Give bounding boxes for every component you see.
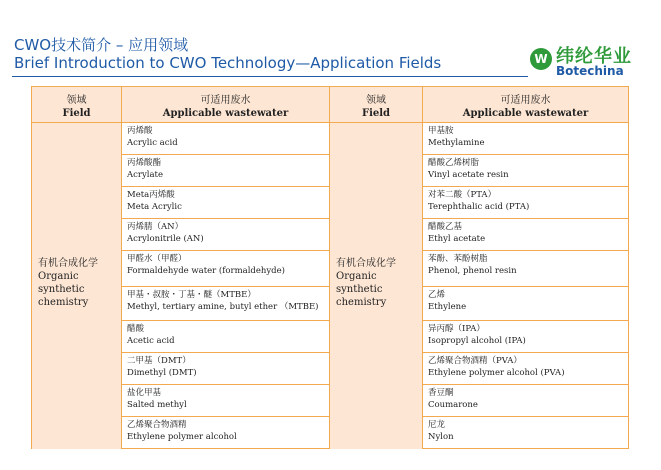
wastewater-list-left [122,123,330,449]
list-item: 异丙醇（IPA） Isopropyl alcohol (IPA) [423,321,628,353]
list-item: 醋酸乙烯树脂 Vinyl acetate resin [423,155,628,187]
logo-mark-icon: W [530,48,552,70]
list-item: 丙烯腈（AN） Acrylonitrile (AN) [122,219,329,251]
list-item: 丙烯酸 Acrylic acid [122,123,329,155]
company-logo [530,42,656,82]
list-item: 醋酸 Acetic acid [122,321,329,353]
list-item: 甲醛水（甲醛） Formaldehyde water (formaldehyde) [122,251,329,287]
list-item: 甲基胺 Methylamine [423,123,628,155]
list-item: 尼龙 Nylon [428,420,454,442]
title-underline [12,76,528,77]
header-wastewater-right: 可适用废水 Applicable wastewater [423,87,628,123]
list-item: 苯酚、苯酚树脂 Phenol, phenol resin [423,251,628,287]
application-table [31,86,629,449]
wastewater-list-right [423,123,628,449]
list-item: 醋酸乙基 Ethyl acetate [423,219,628,251]
list-item: 盐化甲基 Salted methyl [122,385,329,417]
list-item: 甲基・叔胺・丁基・醚（MTBE） Methyl, tertiary amine, butyl ether （MTBE) [122,287,329,321]
list-item: 丙烯酸酯 Acrylate [122,155,329,187]
header-wastewater-left: 可适用废水 Applicable wastewater [122,87,330,123]
list-item: 香豆酮 Coumarone [423,385,628,417]
header-field-left: 领域 Field [32,87,122,123]
field-cell-left: 有机合成化学 Organic synthetic chemistry [32,123,122,449]
logo-text-en: Botechina [556,64,624,78]
page-title-en: Brief Introduction to CWO Technology—Application Fields [14,54,442,72]
page-title-cn: CWO技术简介 – 应用领域 [14,36,189,54]
list-item: 二甲基（DMT） Dimethyl (DMT) [122,353,329,385]
list-item: 乙烯 Ethylene [423,287,628,321]
list-item: 对苯二酸（PTA） Terephthalic acid (PTA) [423,187,628,219]
list-item: 乙烯聚合物酒精 Ethylene polymer alcohol [127,420,237,442]
list-item: Meta丙烯酸 Meta Acrylic [122,187,329,219]
field-cell-right: 有机合成化学 Organic synthetic chemistry [330,123,423,449]
list-item: 乙烯聚合物酒精（PVA） Ethylene polymer alcohol (PVA) [423,353,628,385]
header-field-right: 领域 Field [330,87,423,123]
logo-text-cn: 纬纶华业 [556,46,632,67]
